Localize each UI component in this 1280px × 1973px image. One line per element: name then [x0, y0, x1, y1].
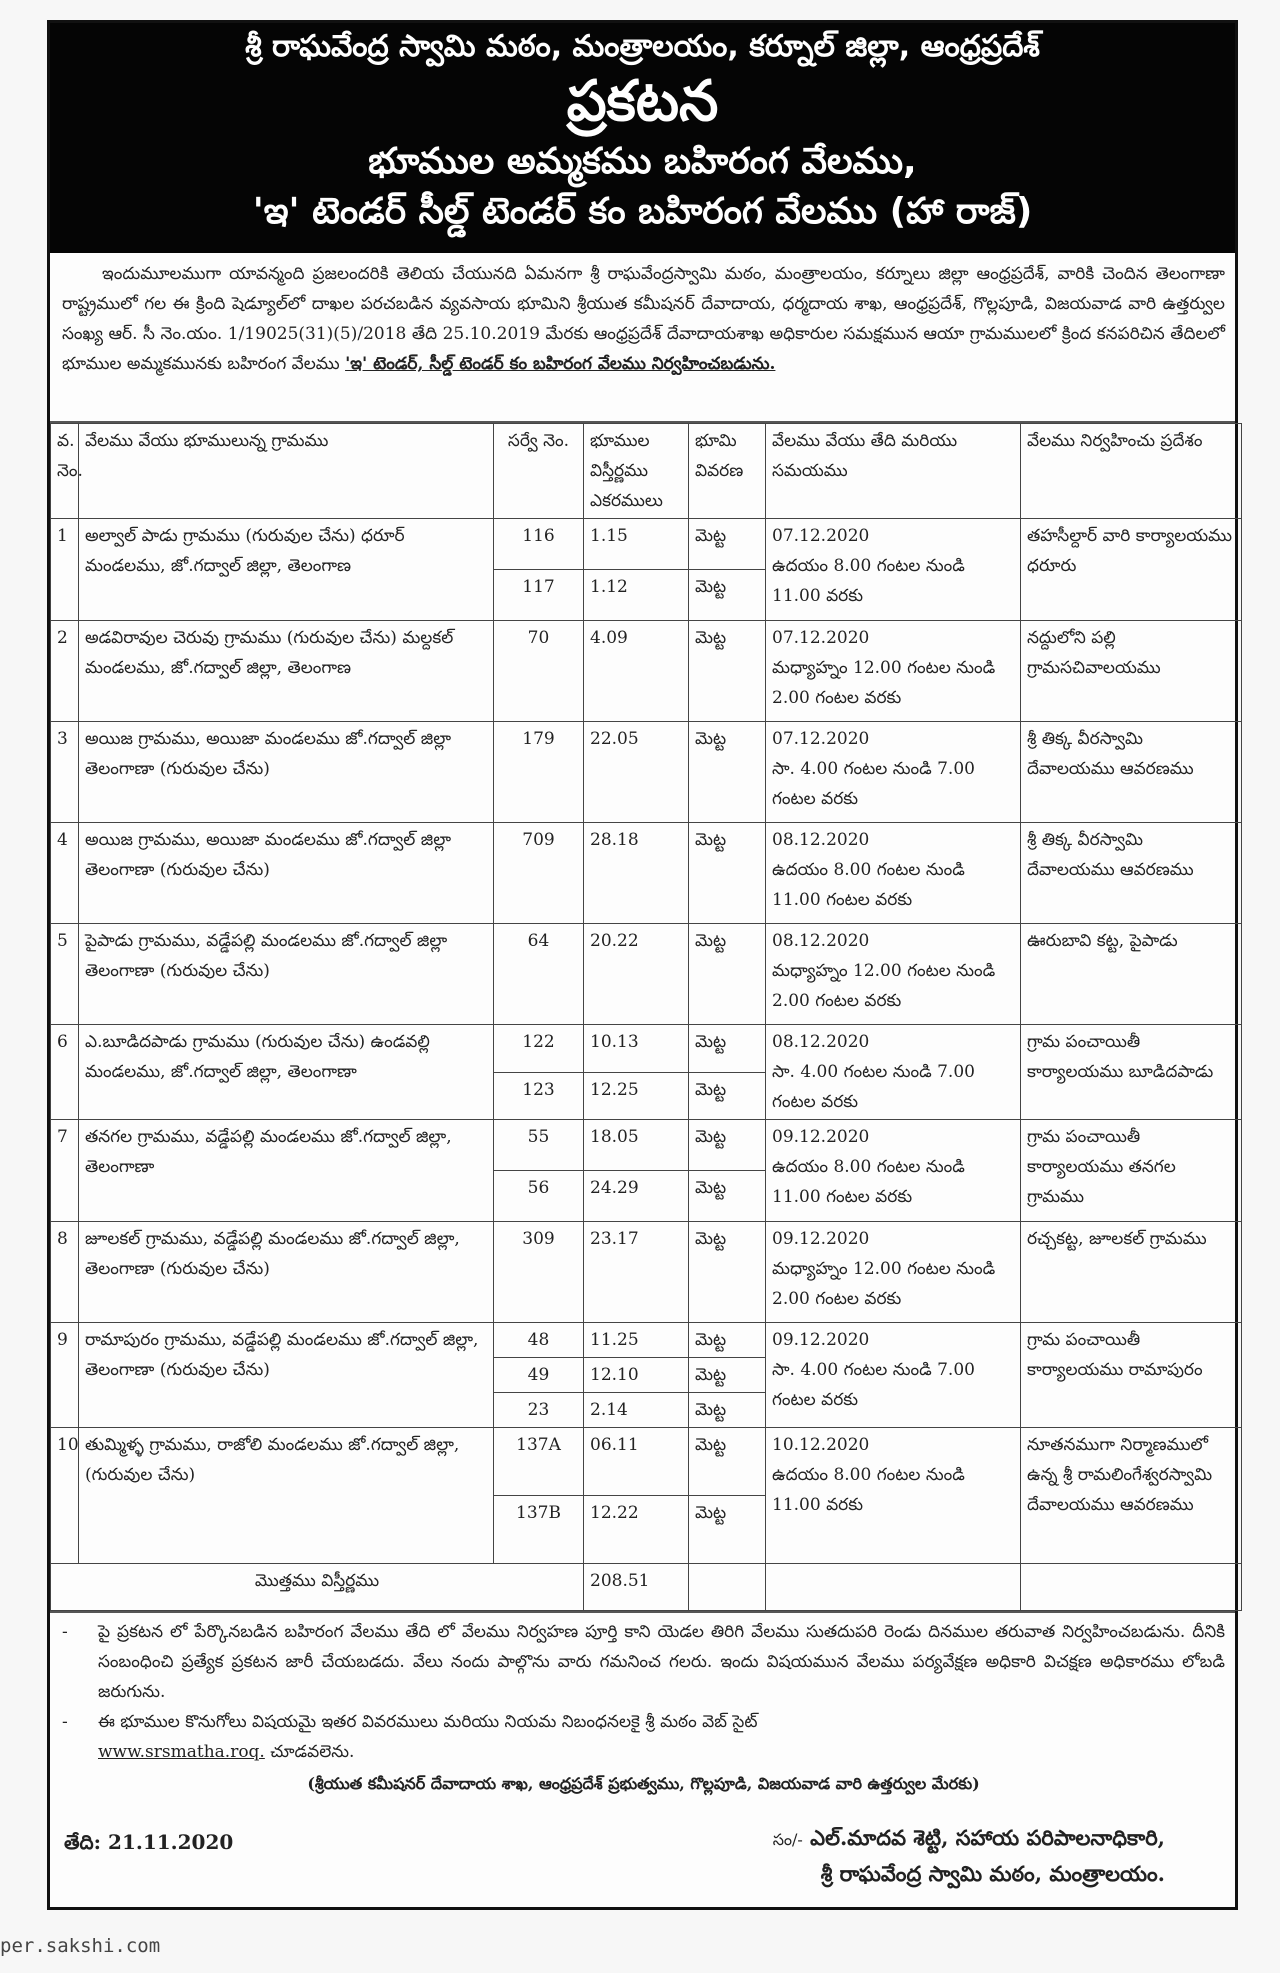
signatory-name: ఎల్.మాదవ శెట్టి, సహాయ పరిపాలనాధికారి,: [810, 1825, 1165, 1850]
cell-survey: 116: [494, 519, 584, 570]
cell-land-type: మెట్ట: [689, 1323, 766, 1358]
cell-venue: నూతనముగా నిర్మాణములో ఉన్న శ్రీ రామలింగేశ్వరస్వామి దేవాలయము ఆవరణము: [1021, 1428, 1242, 1564]
cell-area: 18.05: [584, 1120, 689, 1171]
cell-survey: 137A: [494, 1428, 584, 1496]
cell-venue: రచ్చకట్ట, జూలకల్ గ్రామము: [1021, 1222, 1242, 1323]
signature-block: [773, 1821, 1215, 1891]
auction-time: సా. 4.00 గంటల నుండి 7.00 గంటల వరకు: [772, 1360, 975, 1410]
col-header-area: భూముల విస్తీర్ణము ఎకరములు: [584, 424, 689, 519]
organization-name: శ్రీ రాఘవేంద్ర స్వామి మఠం, మంత్రాలయం, కర్నూల్ జిల్లా, ఆంధ్రప్రదేశ్: [245, 29, 1040, 64]
notice-title: ప్రకటన: [566, 69, 719, 134]
table-row: [51, 1323, 1242, 1358]
auction-date: 09.12.2020: [772, 1330, 870, 1350]
col-header-datetime: వేలము వేయు తేది మరియు సమయము: [766, 424, 1021, 519]
cell-venue: ఊరుబావి కట్ట, పైపాడు: [1021, 924, 1242, 1025]
cell-datetime: [766, 621, 1021, 722]
cell-serial: 2: [51, 621, 79, 722]
cell-village: జూలకల్ గ్రామము, వడ్డేపల్లి మండలము జో.గద్వాల్ జిల్లా, తెలంగాణా (గురువుల చేను): [79, 1222, 494, 1323]
auction-date: 08.12.2020: [772, 830, 870, 850]
cell-venue: గ్రామ పంచాయితీ కార్యాలయము బూడిదపాడు: [1021, 1025, 1242, 1120]
intro-text: [62, 259, 1225, 379]
notes-section: [50, 1611, 1235, 1891]
cell-venue: గ్రామ పంచాయితీ కార్యాలయము రామాపురం: [1021, 1323, 1242, 1428]
auction-time: మధ్యాహ్నం 12.00 గంటల నుండి 2.00 గంటల వరకు: [772, 961, 996, 1011]
cell-survey: 49: [494, 1358, 584, 1393]
auction-time: సా. 4.00 గంటల నుండి 7.00 గంటల వరకు: [772, 1062, 975, 1112]
cell-village: అయిజ గ్రామము, అయిజా మండలము జో.గద్వాల్ జిల్లా తెలంగాణా (గురువుల చేను): [79, 823, 494, 924]
cell-serial: 3: [51, 722, 79, 823]
cell-serial: 10: [51, 1428, 79, 1564]
cell-land-type: మెట్ట: [689, 1496, 766, 1564]
cell-land-type: మెట్ట: [689, 570, 766, 621]
note-item: [62, 1707, 1225, 1767]
cell-serial: 5: [51, 924, 79, 1025]
cell-area: 2.14: [584, 1393, 689, 1428]
cell-survey: 23: [494, 1393, 584, 1428]
cell-area: 24.29: [584, 1171, 689, 1222]
intro-emphasis: 'ఇ' టెండర్, సీల్డ్ టెండర్ కం బహిరంగ వేలము నిర్వహించబడును.: [345, 354, 776, 374]
cell-area: 23.17: [584, 1222, 689, 1323]
signatory-institution: శ్రీ రాఘవేంద్ర స్వామి మఠం, మంత్రాలయం.: [820, 1861, 1165, 1886]
cell-area: 12.22: [584, 1496, 689, 1564]
header-banner: [50, 23, 1235, 253]
auction-date: 09.12.2020: [772, 1127, 870, 1147]
note-bullet: -: [62, 1622, 68, 1642]
auction-date: 09.12.2020: [772, 1229, 870, 1249]
auction-date: 07.12.2020: [772, 729, 870, 749]
cell-venue: శ్రీ తిక్క వీరస్వామి దేవాలయము ఆవరణము: [1021, 823, 1242, 924]
cell-village: ఎ.బూడిదపాడు గ్రామము (గురువుల చేను) ఉండవల్లి మండలము, జో.గద్వాల్ జిల్లా, తెలంగాణా: [79, 1025, 494, 1120]
cell-area: 12.25: [584, 1072, 689, 1120]
cell-datetime: [766, 722, 1021, 823]
note-text: పై ప్రకటన లో పేర్కొనబడిన బహిరంగ వేలము తేది లో వేలము నిర్వహణ పూర్తి కాని యెడల తిరిగి వేలము సుతదుపరి రెండు దినముల తరువాత నిర్వహించబడును. దీనికి సంబంధించి ప్రత్యేక ప్రకటన జారీ చేయబడదు. వేలు నందు పాల్గొను వారు గమనించ గలరు. ఇందు విషయమున వేలము పర్యవేక్షణ అధికారి విచక్షణ అధికారము లోబడి జరుగును.: [98, 1622, 1225, 1702]
notice-subtitle-1: భూముల అమ్మకము బహిరంగ వేలము,: [368, 141, 917, 182]
col-header-land-type: భూమి వివరణ: [689, 424, 766, 519]
cell-datetime: [766, 1428, 1021, 1564]
cell-area: 1.15: [584, 519, 689, 570]
cell-venue: నద్దులోని పల్లి గ్రామసచివాలయము: [1021, 621, 1242, 722]
cell-survey: 309: [494, 1222, 584, 1323]
col-header-village: వేలము వేయు భూములున్న గ్రామము: [79, 424, 494, 519]
cell-land-type: మెట్ట: [689, 1358, 766, 1393]
col-header-serial: వ. నెం.: [51, 424, 79, 519]
cell-area: 20.22: [584, 924, 689, 1025]
cell-datetime: [766, 1323, 1021, 1428]
cell-datetime: [766, 1025, 1021, 1120]
cell-land-type: మెట్ట: [689, 519, 766, 570]
cell-land-type: మెట్ట: [689, 1120, 766, 1171]
cell-land-type: మెట్ట: [689, 1393, 766, 1428]
cell-area: 28.18: [584, 823, 689, 924]
cell-area: 11.25: [584, 1323, 689, 1358]
auction-time: మధ్యాహ్నం 12.00 గంటల నుండి 2.00 గంటల వరకు: [772, 1259, 996, 1309]
cell-survey: 56: [494, 1171, 584, 1222]
cell-land-type: మెట్ట: [689, 1428, 766, 1496]
cell-survey: 64: [494, 924, 584, 1025]
auction-time: మధ్యాహ్నం 12.00 గంటల నుండి 2.00 గంటల వరకు: [772, 658, 996, 708]
cell-serial: 6: [51, 1025, 79, 1120]
notice-subtitle-2: 'ఇ' టెండర్ సీల్డ్ టెండర్ కం బహిరంగ వేలము (హా రాజ్): [252, 191, 1033, 232]
notice-date: తేది: 21.11.2020: [64, 1830, 234, 1854]
cell-land-type: మెట్ట: [689, 1222, 766, 1323]
auction-time: ఉదయం 8.00 గంటల నుండి 11.00 వరకు: [772, 1465, 965, 1515]
cell-datetime: [766, 823, 1021, 924]
cell-area: 4.09: [584, 621, 689, 722]
note-text-body: ఈ భూముల కొనుగోలు విషయమై ఇతర వివరములు మరియు నియమ నిబంధనలకై శ్రీ మఠం వెబ్ సైట్: [98, 1712, 758, 1732]
table-row: [51, 1120, 1242, 1171]
table-row: [51, 1025, 1242, 1073]
col-header-survey: సర్వే నెం.: [494, 424, 584, 519]
table-row: [51, 621, 1242, 722]
table-row: [51, 823, 1242, 924]
cell-venue: గ్రామ పంచాయితీ కార్యాలయము తనగల గ్రామము: [1021, 1120, 1242, 1222]
total-area-value: 208.51: [584, 1564, 689, 1611]
auction-date: 08.12.2020: [772, 931, 870, 951]
auction-date: 07.12.2020: [772, 526, 870, 546]
source-watermark: per.sakshi.com: [0, 1935, 161, 1957]
cell-datetime: [766, 519, 1021, 621]
table-header-row: [51, 424, 1242, 519]
table-body: [51, 519, 1242, 1564]
authority-reference: (శ్రీయుత కమీషనర్ దేవాదాయ శాఖ, ఆంధ్రప్రదేశ్ ప్రభుత్వము, గొల్లపూడి, విజయవాడ వారి ఉత్తర్వుల మేరకు): [307, 1774, 980, 1793]
cell-survey: 122: [494, 1025, 584, 1073]
cell-land-type: మెట్ట: [689, 924, 766, 1025]
cell-survey: 48: [494, 1323, 584, 1358]
cell-land-type: మెట్ట: [689, 823, 766, 924]
total-row: [51, 1564, 1242, 1611]
cell-serial: 8: [51, 1222, 79, 1323]
intro-body: ఇందుమూలముగా యావన్మంది ప్రజలందరికి తెలియ చేయునది ఏమనగా శ్రీ రాఘవేంద్రస్వామి మఠం, మంత్రాలయం, కర్నూలు జిల్లా ఆంధ్రప్రదేశ్, వారికి చెందిన తెలంగాణా రాష్ట్రములో గల ఈ క్రింది షెడ్యూల్‌లో దాఖల పరచబడిన వ్యవసాయ భూమిని శ్రీయుత కమీషనర్ దేవాదాయ, ధర్మదాయ శాఖ, ఆంధ్రప్రదేశ్, గొల్లపూడి, విజయవాడ వారి ఉత్తర్వుల సంఖ్య ఆర్. సీ నెం.యం. 1/19025(31)(5)/2018 తేది 25.10.2019 మేరకు ఆంధ్రప్రదేశ్ దేవాదాయశాఖ అధికారుల సమక్షమున ఆయా గ్రామములలో క్రింద కనపరిచిన తేదిలలో భూముల అమ్మకమునకు బహిరంగ వేలము: [62, 264, 1225, 374]
auction-time: ఉదయం 8.00 గంటల నుండి 11.00 వరకు: [772, 556, 965, 606]
table-row: [51, 722, 1242, 823]
cell-venue: తహసీల్దార్ వారి కార్యాలయము ధరూరు: [1021, 519, 1242, 621]
auction-date: 08.12.2020: [772, 1032, 870, 1052]
cell-area: 12.10: [584, 1358, 689, 1393]
cell-serial: 1: [51, 519, 79, 621]
auction-time: ఉదయం 8.00 గంటల నుండి 11.00 గంటల వరకు: [772, 860, 965, 910]
cell-land-type: మెట్ట: [689, 1025, 766, 1073]
intro-paragraph: [50, 253, 1235, 423]
note-text-tail: చూడవలెను.: [264, 1742, 355, 1762]
cell-datetime: [766, 924, 1021, 1025]
auction-time: ఉదయం 8.00 గంటల నుండి 11.00 గంటల వరకు: [772, 1157, 965, 1207]
note-text: [98, 1707, 1225, 1767]
sign-prefix: సం/-: [772, 1830, 803, 1849]
cell-land-type: మెట్ట: [689, 621, 766, 722]
cell-land-type: మెట్ట: [689, 1072, 766, 1120]
cell-serial: 7: [51, 1120, 79, 1222]
cell-land-type: మెట్ట: [689, 722, 766, 823]
cell-village: అడవిరావుల చెరువు గ్రామము (గురువుల చేను) మల్దకల్ మండలము, జో.గద్వాల్ జిల్లా, తెలంగాణ: [79, 621, 494, 722]
note-bullet: -: [62, 1712, 68, 1732]
cell-area: 22.05: [584, 722, 689, 823]
cell-village: తుమ్మిళ్ళ గ్రామము, రాజోలి మండలము జో.గద్వాల్ జిల్లా, (గురువుల చేను): [79, 1428, 494, 1564]
table-row: [51, 1428, 1242, 1496]
footer: [62, 1821, 1225, 1891]
cell-serial: 9: [51, 1323, 79, 1428]
cell-area: 06.11: [584, 1428, 689, 1496]
note-item: [62, 1617, 1225, 1707]
auction-schedule-table: [50, 423, 1242, 1611]
cell-survey: 179: [494, 722, 584, 823]
cell-area: 10.13: [584, 1025, 689, 1073]
table-row: [51, 924, 1242, 1025]
table-row: [51, 1222, 1242, 1323]
auction-date: 10.12.2020: [772, 1435, 870, 1455]
cell-village: పైపాడు గ్రామము, వడ్డేపల్లి మండలము జో.గద్వాల్ జిల్లా తెలంగాణా (గురువుల చేను): [79, 924, 494, 1025]
cell-village: రామాపురం గ్రామము, వడ్డేపల్లి మండలము జో.గద్వాల్ జిల్లా, తెలంగాణా (గురువుల చేను): [79, 1323, 494, 1428]
cell-survey: 70: [494, 621, 584, 722]
cell-village: తనగల గ్రామము, వడ్డేపల్లి మండలము జో.గద్వాల్ జిల్లా, తెలంగాణా: [79, 1120, 494, 1222]
cell-survey: 709: [494, 823, 584, 924]
auction-date: 07.12.2020: [772, 628, 870, 648]
cell-village: అయిజ గ్రామము, అయిజా మండలము జో.గద్వాల్ జిల్లా తెలంగాణా (గురువుల చేను): [79, 722, 494, 823]
cell-village: అల్వాల్ పాడు గ్రామము (గురువుల చేను) ధరూర్ మండలము, జో.గద్వాల్ జిల్లా, తెలంగాణ: [79, 519, 494, 621]
auction-time: సా. 4.00 గంటల నుండి 7.00 గంటల వరకు: [772, 759, 975, 809]
cell-datetime: [766, 1222, 1021, 1323]
col-header-venue: వేలము నిర్వహించు ప్రదేశం: [1021, 424, 1242, 519]
cell-survey: 117: [494, 570, 584, 621]
cell-survey: 55: [494, 1120, 584, 1171]
total-label: మొత్తము విస్తీర్ణము: [51, 1564, 584, 1611]
table-row: [51, 519, 1242, 570]
cell-venue: శ్రీ తిక్క వీరస్వామి దేవాలయము ఆవరణము: [1021, 722, 1242, 823]
notice: [47, 20, 1238, 1910]
cell-land-type: మెట్ట: [689, 1171, 766, 1222]
cell-survey: 123: [494, 1072, 584, 1120]
cell-datetime: [766, 1120, 1021, 1222]
cell-serial: 4: [51, 823, 79, 924]
cell-survey: 137B: [494, 1496, 584, 1564]
website-link[interactable]: www.srsmatha.roq.: [98, 1742, 265, 1762]
cell-area: 1.12: [584, 570, 689, 621]
